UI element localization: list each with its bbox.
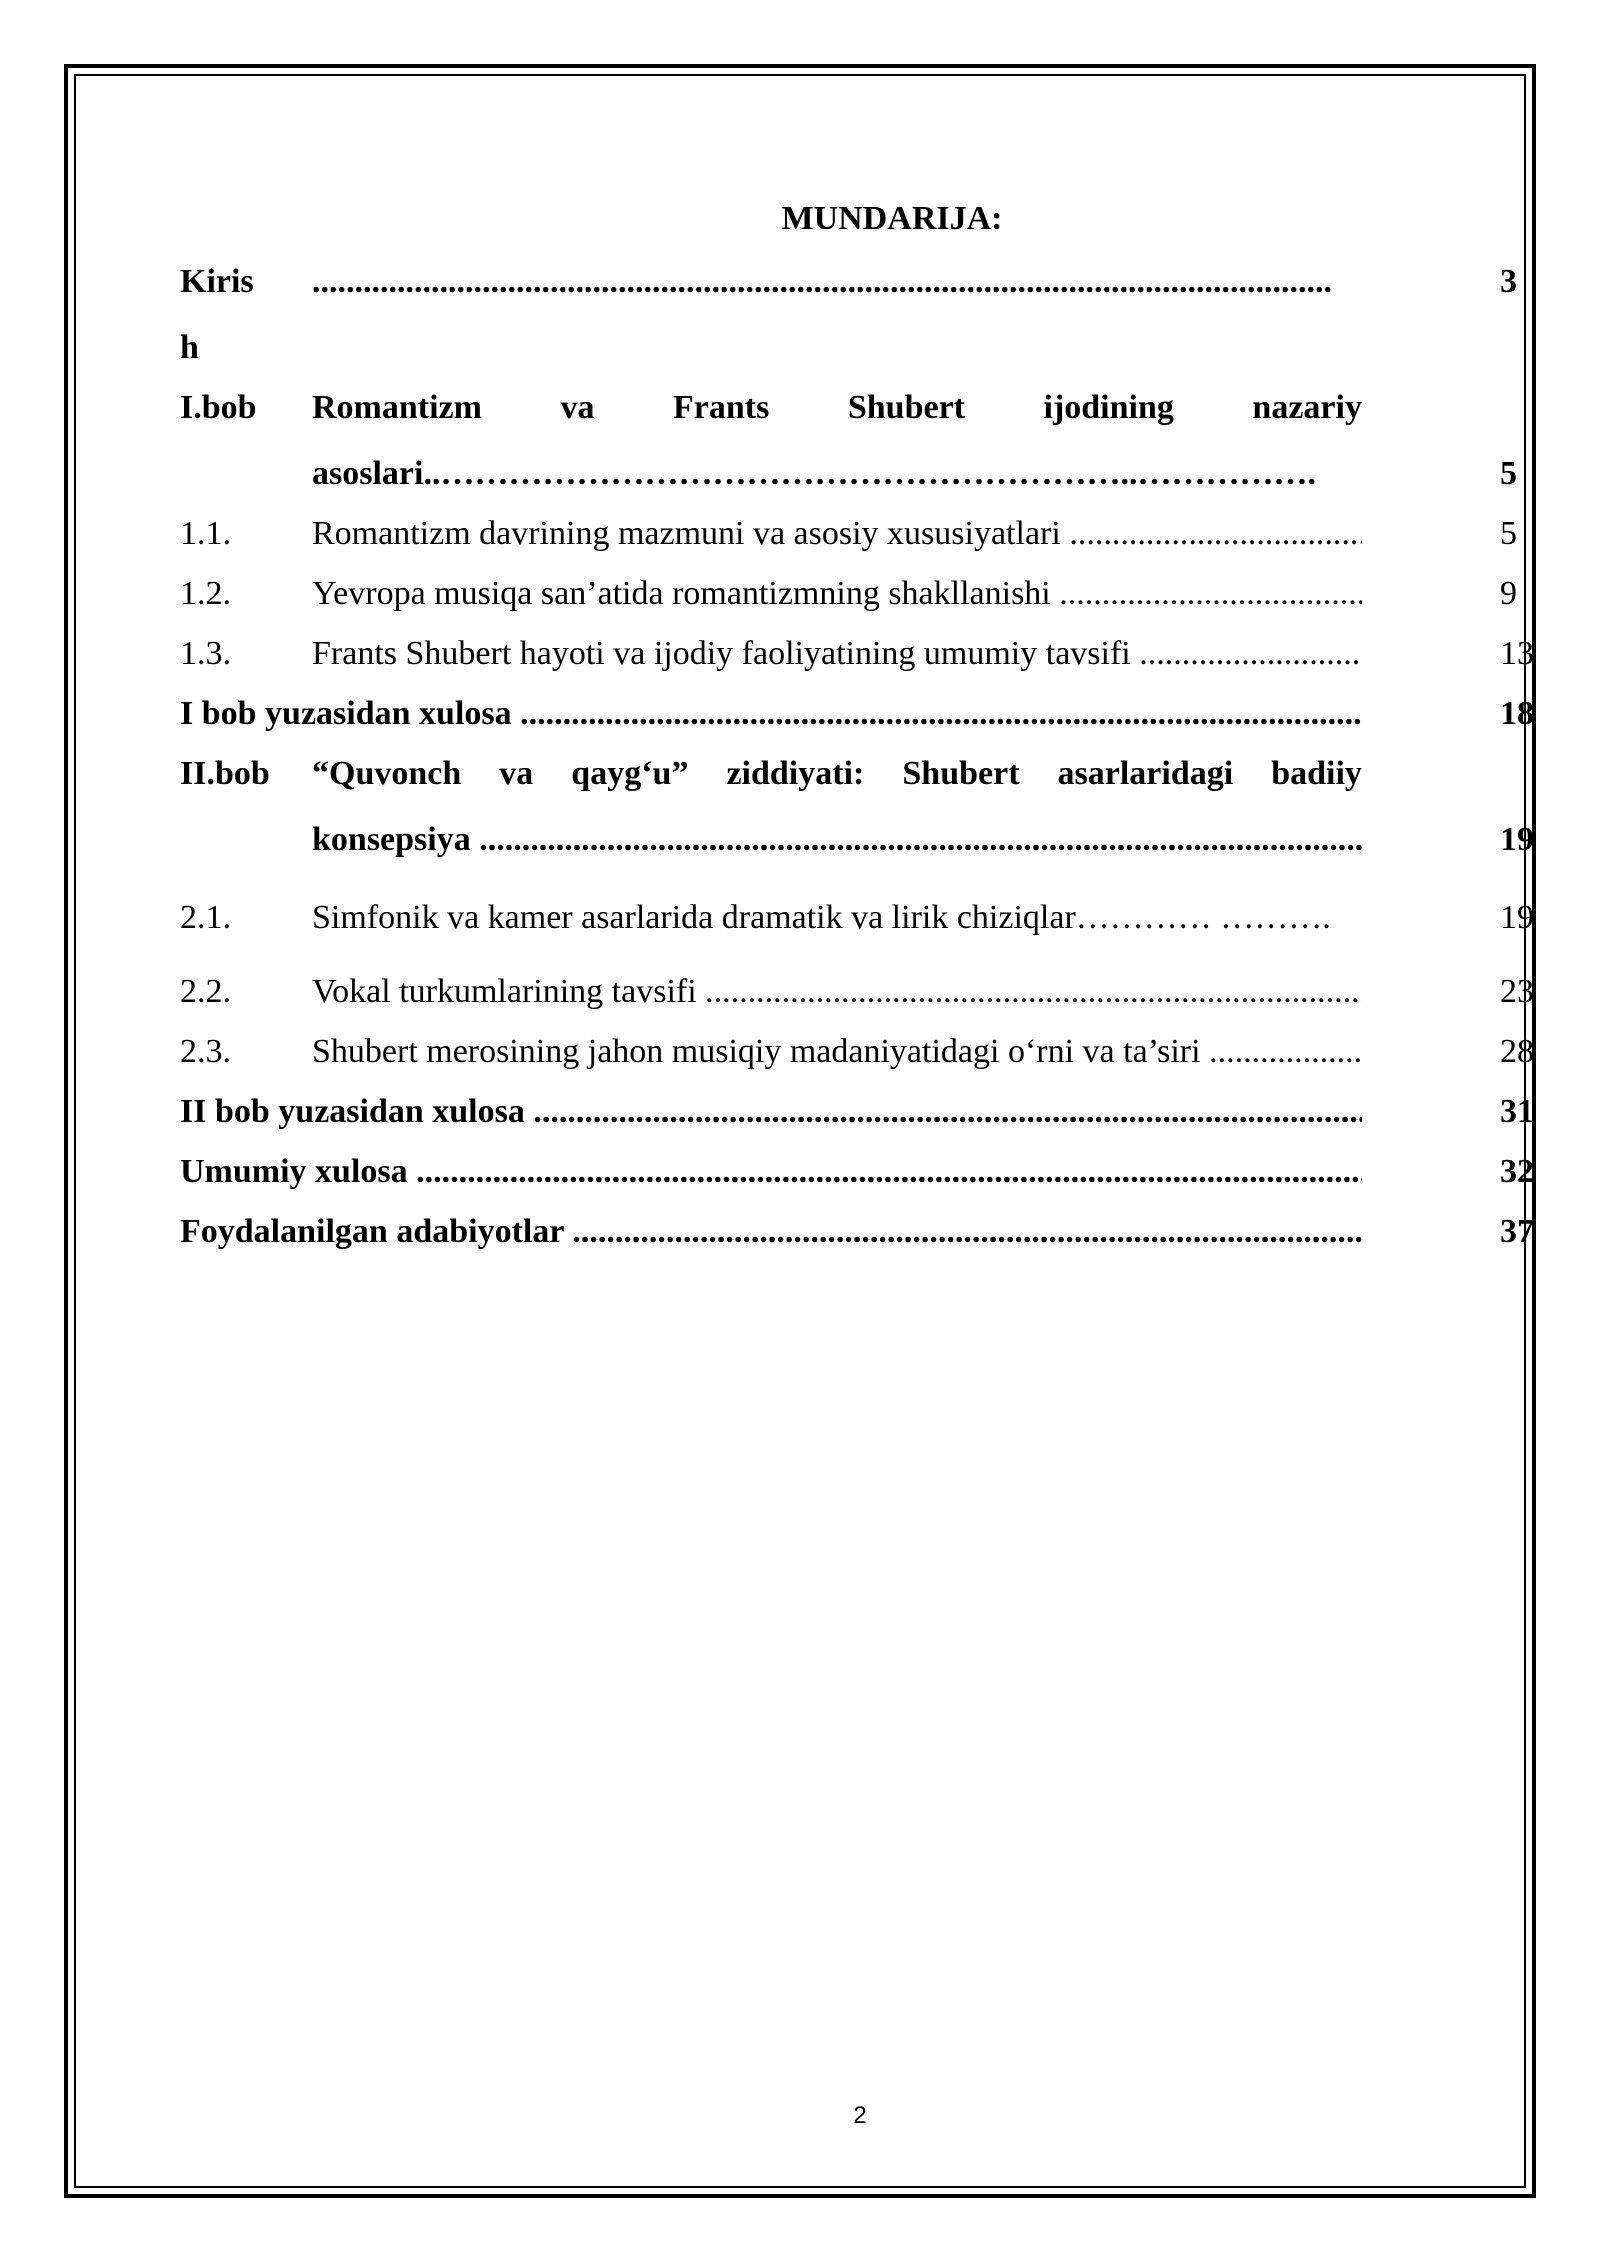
title-word: Romantizm (312, 389, 482, 426)
toc-page-number: 3 (1500, 263, 1517, 300)
title-word: qayg‘u” (571, 755, 689, 792)
toc-chapter-title-cont: asoslari..……………………………………………………..……………. (312, 455, 1316, 492)
toc-page-number: 23 (1500, 973, 1534, 1010)
toc-section-number: 2.1. (180, 899, 231, 936)
toc-entry-title: II bob yuzasidan xulosa ..... (180, 1092, 1362, 1132)
toc-entry-title: Foydalanilgan adabiyotlar ..... (180, 1212, 1362, 1252)
title-word: asarlaridagi (1057, 755, 1234, 792)
toc-page-number: 28 (1500, 1033, 1534, 1070)
toc-chapter-title (312, 754, 1362, 794)
title-word: badiiy (1271, 755, 1362, 792)
toc-page-number: 32 (1500, 1153, 1534, 1190)
toc-section-title: Yevropa musiqa san’atida romantizmning shakllanishi ..... (312, 574, 1362, 614)
toc-chapter-number: II.bob (180, 755, 270, 792)
toc-page-number: 19 (1500, 899, 1534, 936)
toc-page-number: 37 (1500, 1213, 1534, 1250)
toc-section-number: 1.2. (180, 575, 231, 612)
toc-page-number: 9 (1500, 575, 1517, 612)
title-word: va (560, 389, 595, 426)
title-word: ziddiyati: (726, 755, 865, 792)
toc-section-title: Vokal turkumlarining tavsifi ..... (312, 972, 1362, 1012)
toc-page-number: 31 (1500, 1093, 1534, 1130)
toc-entry-title: Umumiy xulosa ..... (180, 1152, 1362, 1192)
toc-chapter-title (312, 388, 1362, 428)
toc-page-number: 5 (1500, 515, 1517, 552)
toc-section-number: 1.3. (180, 635, 231, 672)
toc-chapter-number: I.bob (180, 389, 257, 426)
toc-section-title: Romantizm davrining mazmuni va asosiy xususiyatlari ..... (312, 514, 1362, 554)
title-word: Frants (673, 389, 770, 426)
title-word: va (499, 755, 534, 792)
title-word: ijodining (1043, 389, 1174, 426)
toc-entry-label: h (180, 329, 199, 366)
toc-section-number: 1.1. (180, 515, 231, 552)
toc-entry-label: Kiris (180, 263, 254, 300)
toc-entry-title: I bob yuzasidan xulosa ..... (180, 694, 1362, 734)
page-title: MUNDARIJA: (781, 200, 1003, 237)
page-number-footer: 2 (853, 2102, 867, 2129)
title-word: “Quvonch (312, 755, 462, 792)
toc-page-number: 18 (1500, 695, 1534, 732)
toc-page-number: 13 (1500, 635, 1534, 672)
toc-section-title: Simfonik va kamer asarlarida dramatik va lirik chiziqlar………… ………. (312, 899, 1331, 936)
title-word: nazariy (1252, 389, 1362, 426)
toc-section-title: Shubert merosining jahon musiqiy madaniyatidagi o‘rni va ta’siri ..... (312, 1032, 1362, 1072)
toc-chapter-title-cont: konsepsiya ..... (312, 820, 1362, 860)
toc-page-number: 19 (1500, 821, 1534, 858)
toc-section-number: 2.3. (180, 1033, 231, 1070)
title-word: Shubert (847, 389, 965, 426)
toc-section-title: Frants Shubert hayoti va ijodiy faoliyatining umumiy tavsifi ..... (312, 634, 1362, 674)
title-word: Shubert (902, 755, 1020, 792)
toc-entry-dots: ........................................................................................................................ (312, 263, 1332, 300)
toc-section-number: 2.2. (180, 973, 231, 1010)
toc-page-number: 5 (1500, 455, 1517, 492)
